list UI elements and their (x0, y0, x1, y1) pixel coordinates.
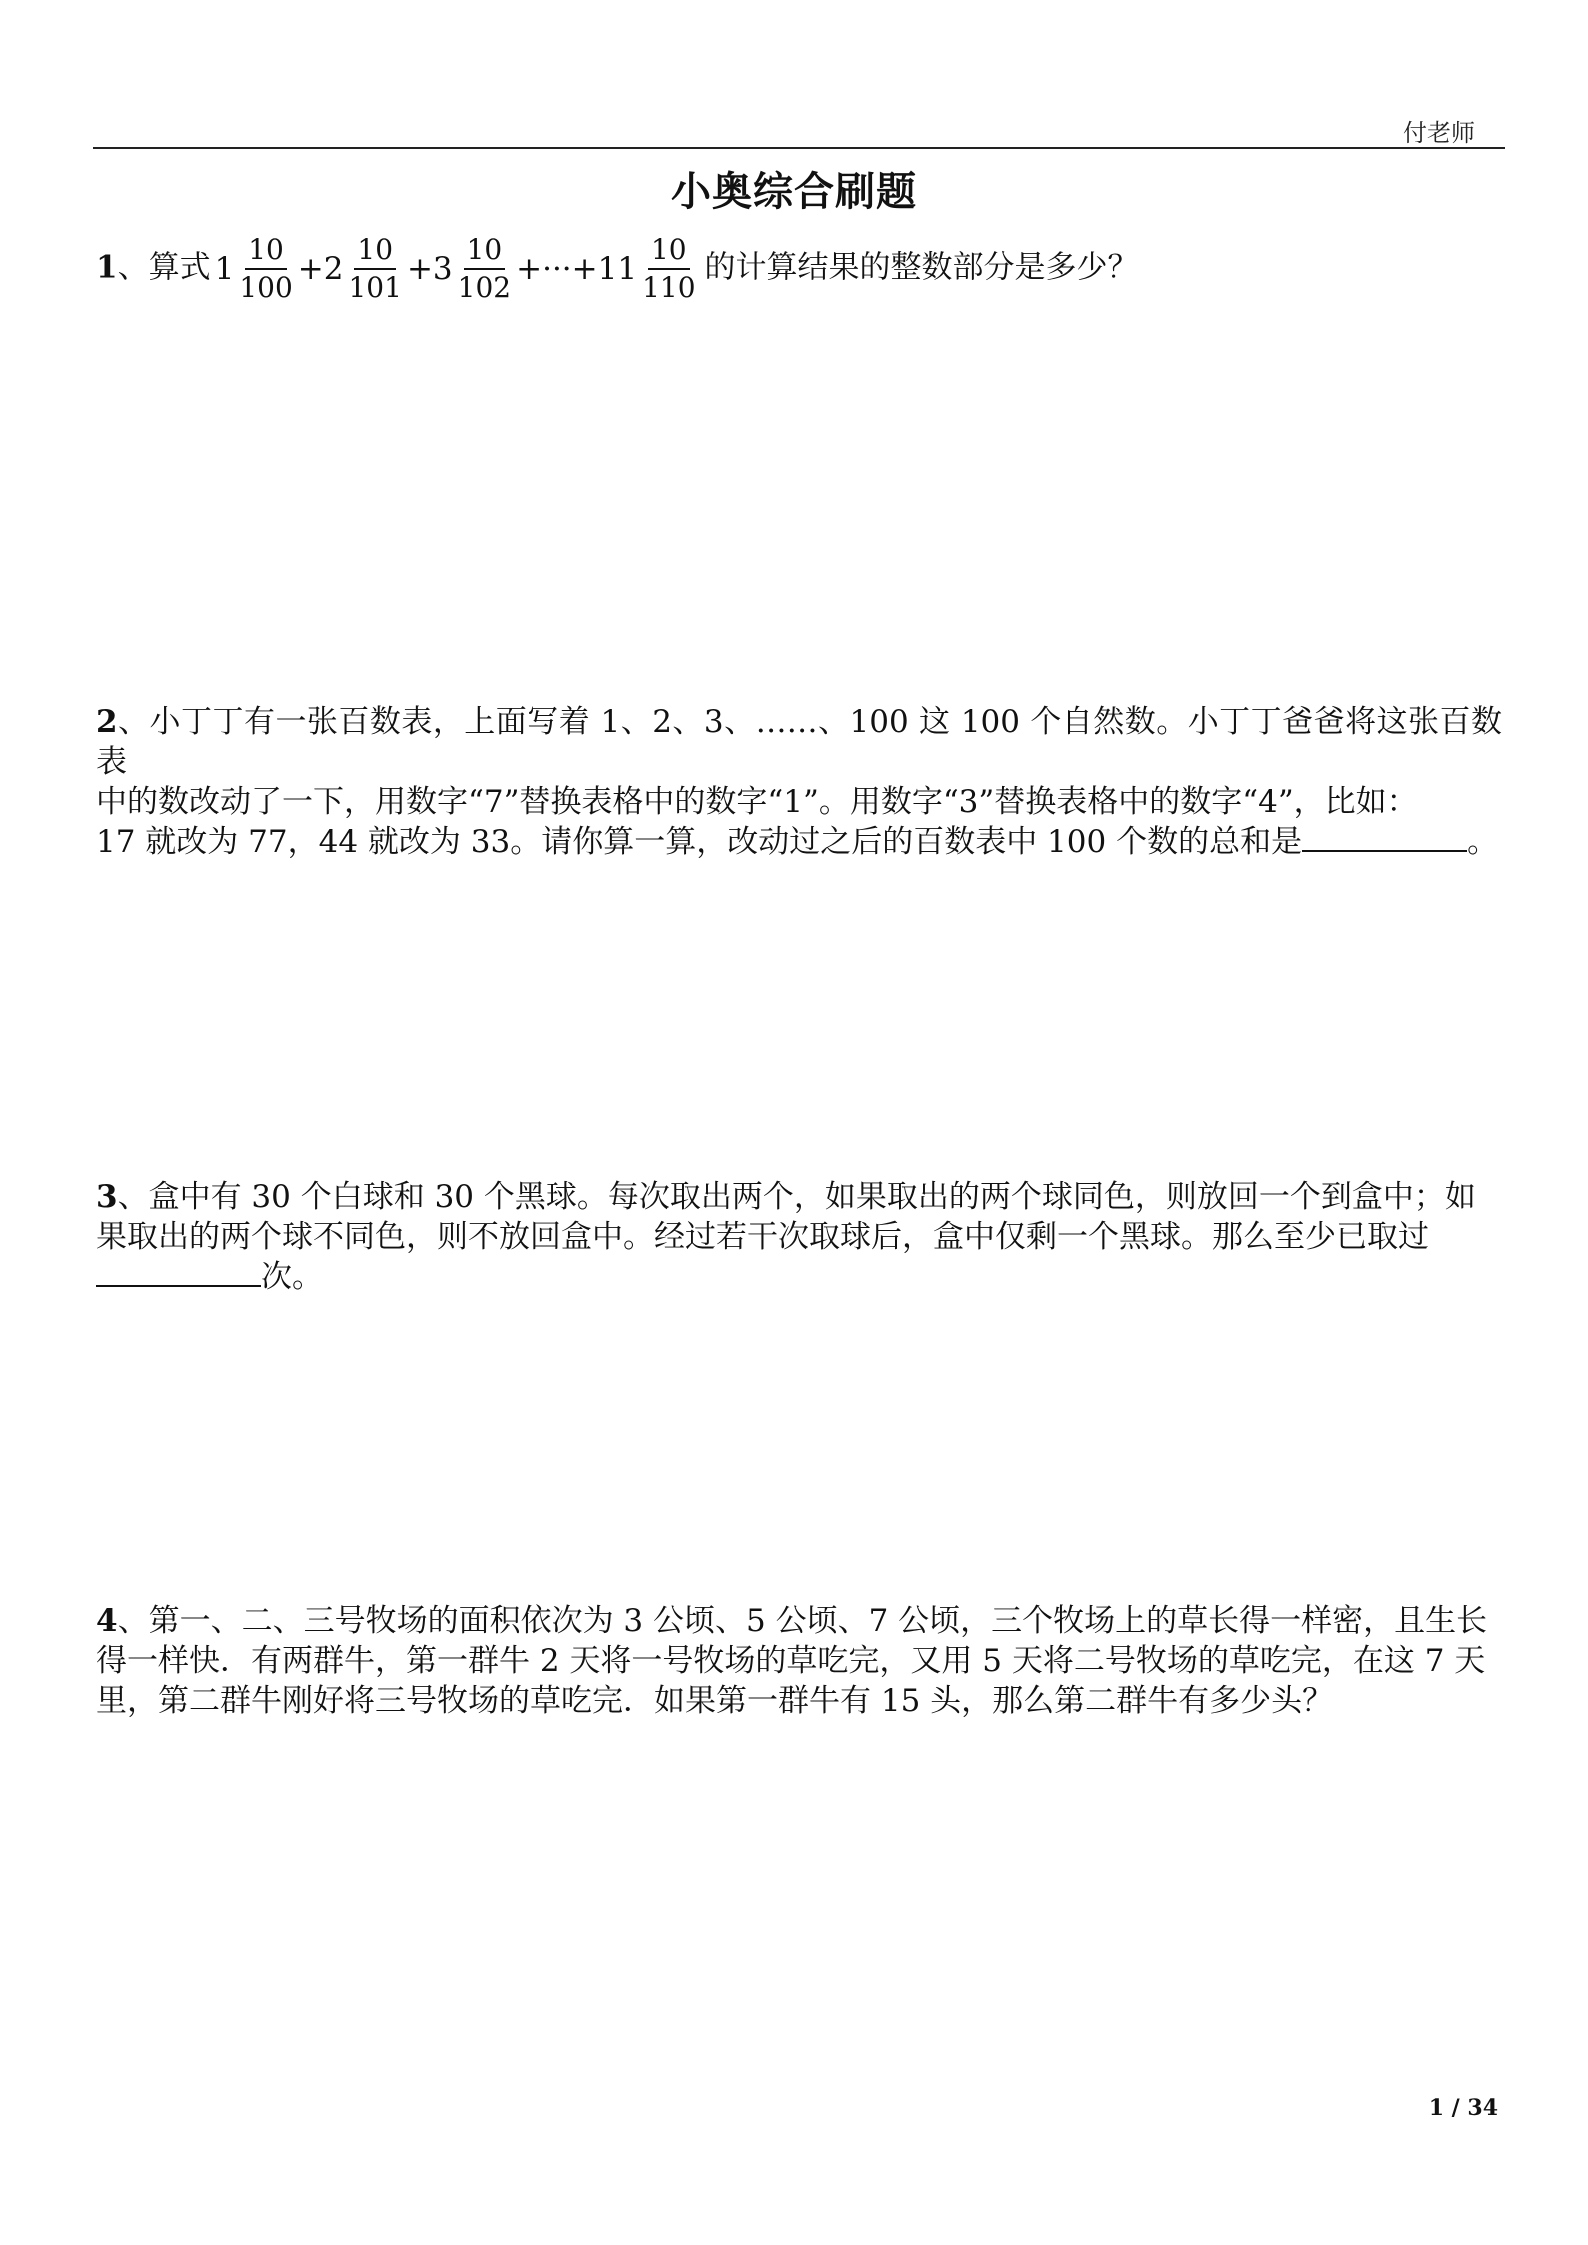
question-line (96, 822, 1502, 862)
question-1-prefix: 、算式 (117, 249, 211, 286)
denominator: 110 (642, 271, 696, 304)
question-number: 1 (96, 249, 118, 286)
question-line (96, 1177, 1502, 1217)
question-line (96, 1601, 1502, 1641)
question-line: 里，第二群牛刚好将三号牧场的草吃完．如果第一群牛有 15 头，那么第二群牛有多少头？ (96, 1683, 1334, 1719)
question-text: 17 就改为 77，44 就改为 33。请你算一算，改动过之后的百数表中 100 个数的总和是 (96, 824, 1303, 860)
question-4 (96, 1601, 1502, 1721)
header-author: 付老师 (1403, 119, 1475, 147)
whole-part: 1 (214, 251, 235, 287)
question-line (96, 702, 1502, 782)
question-line: 中的数改动了一下，用数字“7”替换表格中的数字“1”。用数字“3”替换表格中的数字“4”，比如： (96, 784, 1418, 820)
question-line: 果取出的两个球不同色，则不放回盒中。经过若干次取球后，盒中仅剩一个黑球。那么至少已取过 (96, 1219, 1429, 1255)
question-line: 得一样快．有两群牛，第一群牛 2 天将一号牧场的草吃完，又用 5 天将二号牧场的草吃完，在这 7 天 (96, 1643, 1486, 1679)
question-text: 、盒中有 30 个白球和 30 个黑球。每次取出两个，如果取出的两个球同色，则放回一个到盒中；如 (117, 1179, 1476, 1215)
denominator: 102 (457, 271, 512, 304)
question-number: 2 (96, 704, 118, 740)
question-text: 、小丁丁有一张百数表，上面写着 1、2、3、……、100 这 100 个自然数。小丁丁爸爸将这张百数表 (96, 704, 1502, 780)
page-title: 小奥综合刷题 (671, 169, 917, 215)
whole-part: 11 (597, 251, 638, 287)
whole-part: 3 (432, 251, 453, 287)
denominator: 100 (239, 271, 293, 304)
numerator: 10 (648, 232, 690, 270)
numerator: 10 (464, 232, 506, 270)
fraction (455, 232, 514, 306)
question-number: 4 (96, 1603, 118, 1639)
operator: + (406, 251, 433, 287)
question-text: 次。 (261, 1259, 323, 1295)
math-expression (215, 232, 701, 306)
answer-blank[interactable] (96, 1259, 261, 1287)
page-number: 1 / 34 (1428, 2095, 1498, 2121)
fraction (345, 232, 404, 306)
operator: +···+ (516, 251, 598, 287)
question-1 (96, 232, 1502, 306)
numerator: 10 (245, 232, 287, 270)
question-text: 、第一、二、三号牧场的面积依次为 3 公顷、5 公顷、7 公顷，三个牧场上的草长得一样密，且生长 (117, 1603, 1488, 1639)
fraction (236, 232, 295, 306)
header-divider (93, 147, 1505, 149)
question-line (96, 1257, 1502, 1297)
answer-blank[interactable] (1302, 824, 1467, 852)
question-number: 3 (96, 1179, 118, 1215)
denominator: 101 (348, 271, 402, 304)
question-1-suffix: 的计算结果的整数部分是多少？ (704, 249, 1139, 286)
question-2 (96, 702, 1502, 862)
whole-part: 2 (323, 251, 344, 287)
operator: + (297, 251, 324, 287)
fraction (639, 232, 698, 306)
question-3 (96, 1177, 1502, 1297)
question-text: 。 (1467, 824, 1499, 860)
numerator: 10 (354, 232, 396, 270)
